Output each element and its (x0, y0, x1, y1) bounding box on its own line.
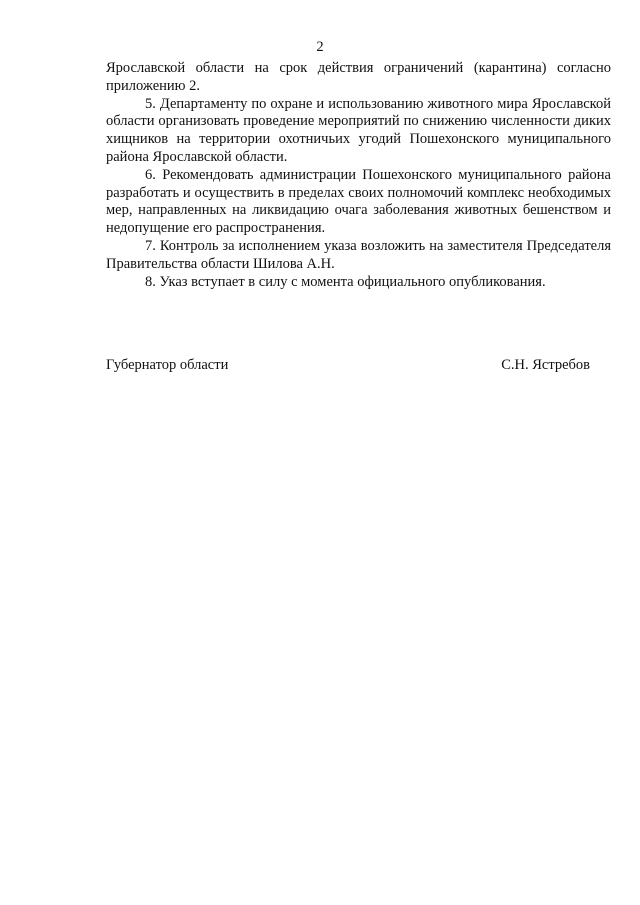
paragraph-continuation: Ярославской области на срок действия ограничений (карантина) согласно приложению 2. (106, 60, 611, 94)
paragraph-item-6: 6. Рекомендовать администрации Пошехонского муниципального района разработать и осуществить в пределах своих полномочий комплекс необходимых мер, направленных на ликвидацию очага заболевания животных бешенством и недопущение его распространения. (106, 166, 611, 237)
signatory-name: С.Н. Ястребов (501, 357, 590, 373)
paragraph-item-5: 5. Департаменту по охране и использованию животного мира Ярославской области организовать проведение мероприятий по снижению численности диких хищников на территории охотничьих угодий Пошехонского муниципального района Ярославской области. (106, 95, 611, 165)
signatory-position: Губернатор области (106, 357, 229, 373)
document-body (106, 60, 611, 291)
paragraph-item-7: 7. Контроль за исполнением указа возложить на заместителя Председателя Правительства области Шилова А.Н. (106, 237, 611, 272)
page-number: 2 (316, 39, 324, 55)
signature-block (106, 356, 590, 376)
paragraph-item-8: 8. Указ вступает в силу с момента официального опубликования. (145, 273, 546, 290)
